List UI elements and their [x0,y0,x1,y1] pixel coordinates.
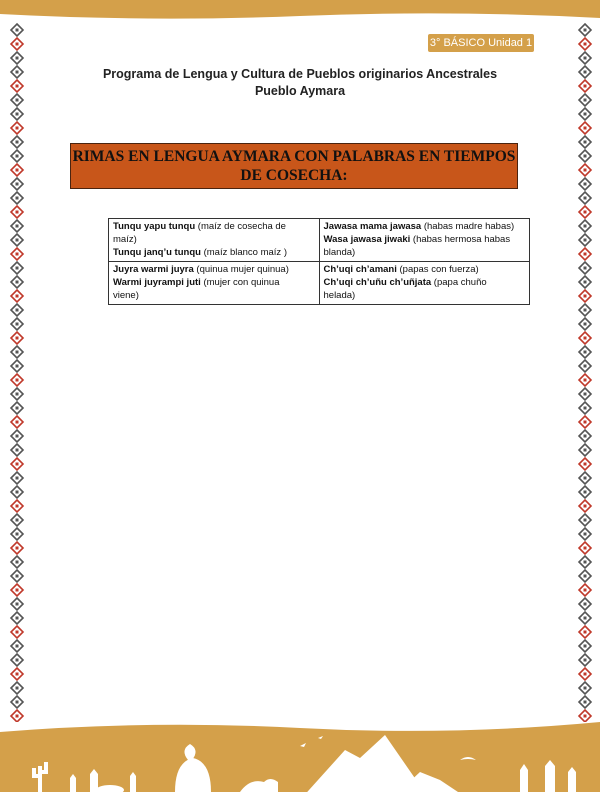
spanish-translation: (habas hermosa habas [410,234,511,245]
aymara-phrase: Juyra warmi juyra [113,264,194,275]
rhymes-heading-line-1: RIMAS EN LENGUA AYMARA CON PALABRAS EN TIEMPOS [72,148,516,165]
spanish-translation: (quinua mujer quinua) [193,264,289,275]
aymara-phrase: Ch’uqi ch’uñu ch’uñjata [323,277,432,288]
aymara-phrase: Ch’uqi ch’amani [323,264,397,275]
aymara-phrase: Jawasa mama jawasa [323,221,422,232]
program-title [60,66,540,100]
aymara-phrase: Warmi juyrampi juti [113,277,201,288]
top-decorative-band [0,0,600,28]
rhymes-table [108,218,530,305]
spanish-translation: viene) [113,290,139,301]
spanish-translation: helada) [323,290,356,301]
table-cell [319,262,530,305]
spanish-translation: blanda) [323,247,356,258]
aymara-phrase: Tunqu janq’u tunqu [113,247,201,258]
rhymes-heading-line-2: DE COSECHA: [240,167,348,184]
right-woven-border [576,22,594,722]
table-cell [109,262,320,305]
spanish-translation: (mujer con quinua [200,277,280,288]
rhymes-heading [70,143,518,189]
table-row [109,262,530,305]
spanish-translation: (papas con fuerza) [396,264,479,275]
program-title-line-1: Programa de Lengua y Cultura de Pueblos originarios Ancestrales [102,67,498,81]
table-cell [109,219,320,262]
spanish-translation: (papa chuño [431,277,487,288]
table-row [109,219,530,262]
spanish-translation: maíz) [113,234,137,245]
aymara-phrase: Tunqu yapu tunqu [113,221,196,232]
program-title-line-2: Pueblo Aymara [254,84,346,98]
table-cell [319,219,530,262]
footer-landscape-illustration [0,680,600,800]
grade-unit-badge: 3° BÁSICO Unidad 1 [428,34,534,52]
aymara-phrase: Wasa jawasa jiwaki [323,234,411,245]
spanish-translation: (maíz blanco maíz ) [200,247,287,258]
left-woven-border [8,22,26,722]
spanish-translation: (maíz de cosecha de [195,221,286,232]
spanish-translation: (habas madre habas) [421,221,515,232]
